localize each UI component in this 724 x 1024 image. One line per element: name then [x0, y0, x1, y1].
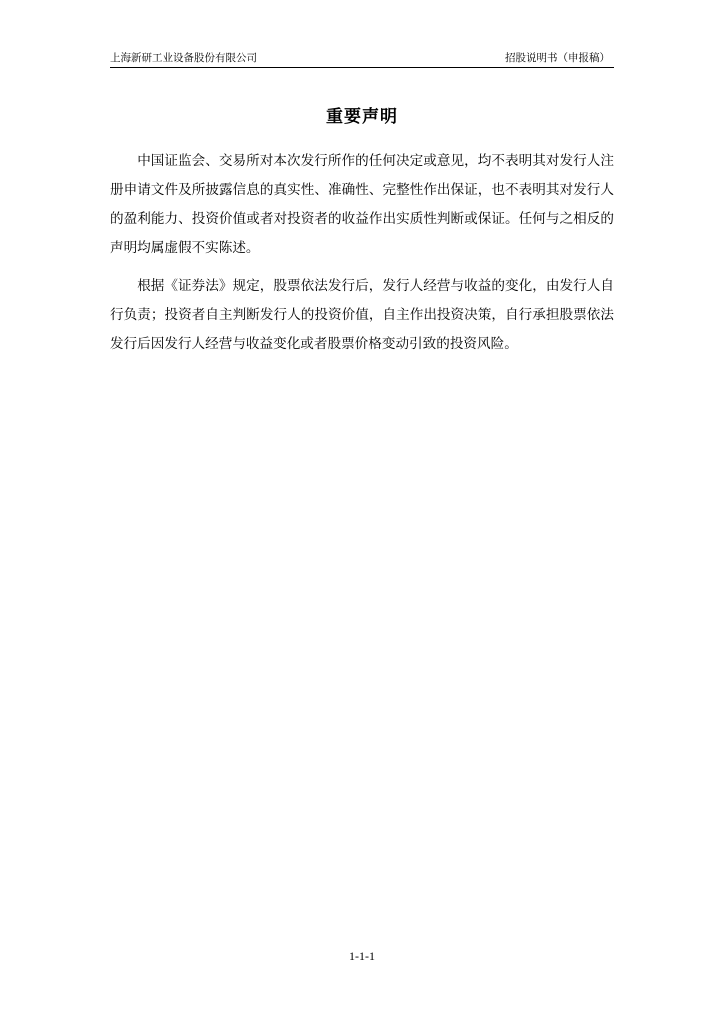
- page-title: 重要声明: [326, 107, 398, 127]
- header-document-type: 招股说明书（申报稿）: [505, 52, 610, 64]
- statement-paragraph-1: 中国证监会、交易所对本次发行所作的任何决定或意见，均不表明其对发行人注册申请文件及所披露信息的真实性、准确性、完整性作出保证，也不表明其对发行人的盈利能力、投资价值或者对投资者的收益作出实质性判断或保证。任何与之相反的声明均属虚假不实陈述。: [110, 153, 614, 256]
- statement-paragraph-2: 根据《证券法》规定，股票依法发行后，发行人经营与收益的变化，由发行人自行负责；投资者自主判断发行人的投资价值，自主作出投资决策，自行承担股票依法发行后因发行人经营与收益变化或者股票价格变动引致的投资风险。: [110, 278, 614, 352]
- page-number: 1-1-1: [349, 949, 375, 963]
- header-company-name: 上海新研工业设备股份有限公司: [110, 52, 257, 64]
- statement-body: [110, 147, 614, 368]
- page-header: [110, 51, 614, 68]
